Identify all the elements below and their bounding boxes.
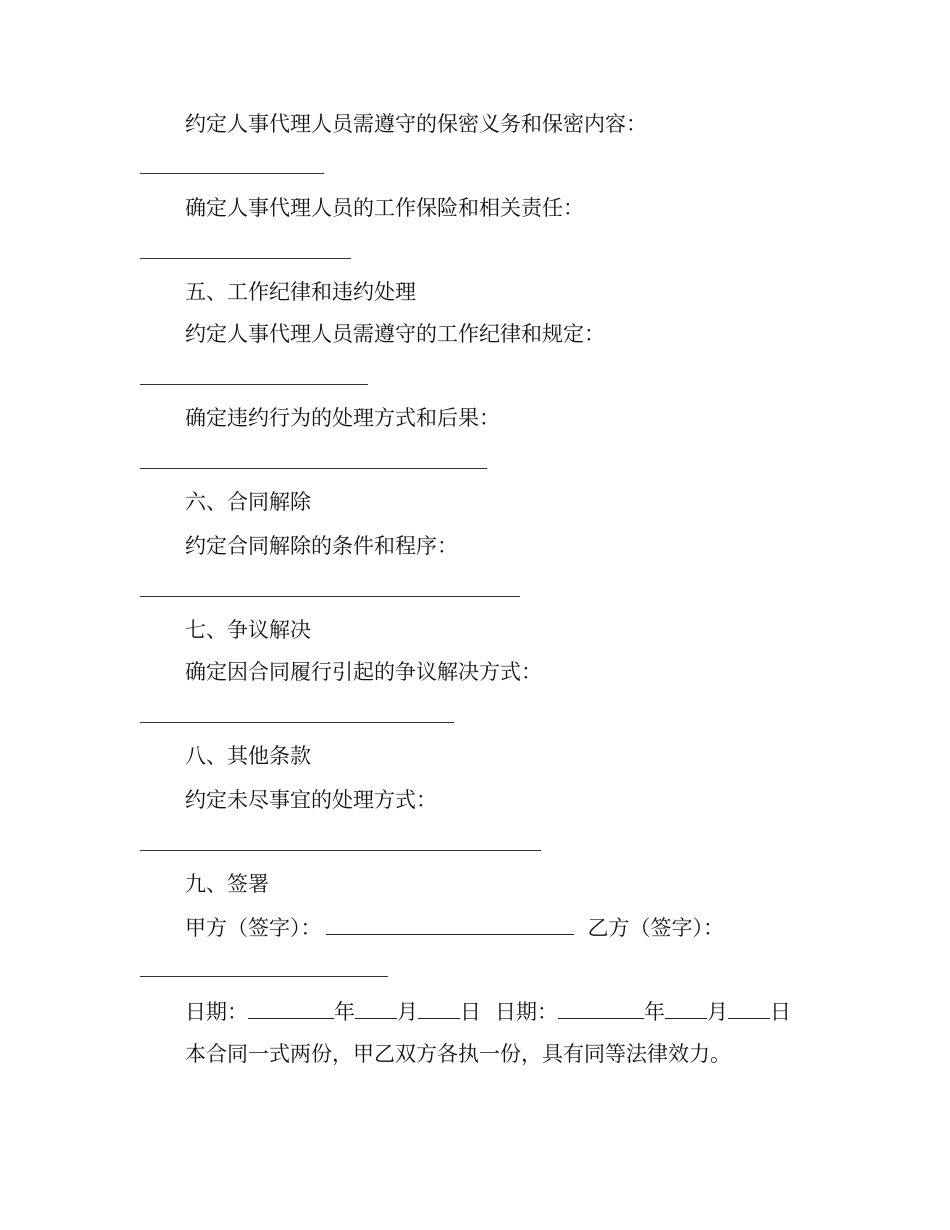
party-a-date-label: 日期： [185,1000,248,1024]
paragraph-discipline: 约定人事代理人员需遵守的工作纪律和规定： [185,322,605,346]
fill-line-termination [140,596,520,597]
party-a-signature-line [326,912,574,935]
party-b-year-blank [558,996,644,1019]
section-heading-5: 五、工作纪律和违约处理 [185,280,416,304]
paragraph-breach: 确定违约行为的处理方式和后果： [185,406,500,430]
party-b-month-blank [665,996,707,1019]
fill-line-confidentiality [140,173,324,174]
party-a-day-blank [418,996,460,1019]
closing-statement: 本合同一式两份，甲乙双方各执一份，具有同等法律效力。 [185,1042,731,1066]
section-heading-6: 六、合同解除 [185,490,311,514]
paragraph-confidentiality: 约定人事代理人员需遵守的保密义务和保密内容： [185,112,647,136]
party-b-signature-line [140,976,388,977]
party-b-date-label: 日期： [495,1000,558,1024]
section-heading-9: 九、签署 [185,872,269,896]
paragraph-other: 约定未尽事宜的处理方式： [185,788,437,812]
party-a-signature-label: 甲方（签字）： [185,916,322,940]
fill-line-breach [140,468,487,469]
fill-line-insurance [140,258,351,259]
party-a-year-blank [248,996,334,1019]
fill-line-discipline [140,384,368,385]
party-a-month-label: 月 [397,1000,418,1024]
fill-line-other [140,850,541,851]
party-a-day-label: 日 [460,1000,481,1024]
section-heading-8: 八、其他条款 [185,744,311,768]
fill-line-dispute [140,722,454,723]
party-a-year-label: 年 [334,1000,355,1024]
party-b-day-blank [728,996,770,1019]
party-b-signature-label: 乙方（签字）： [587,916,724,940]
party-a-month-blank [355,996,397,1019]
paragraph-dispute: 确定因合同履行引起的争议解决方式： [185,660,542,684]
section-heading-7: 七、争议解决 [185,618,311,642]
party-b-year-label: 年 [644,1000,665,1024]
date-row [185,996,791,1026]
paragraph-insurance: 确定人事代理人员的工作保险和相关责任： [185,196,584,220]
party-b-day-label: 日 [770,1000,791,1024]
signature-row [185,912,724,942]
paragraph-termination: 约定合同解除的条件和程序： [185,534,458,558]
party-b-month-label: 月 [707,1000,728,1024]
